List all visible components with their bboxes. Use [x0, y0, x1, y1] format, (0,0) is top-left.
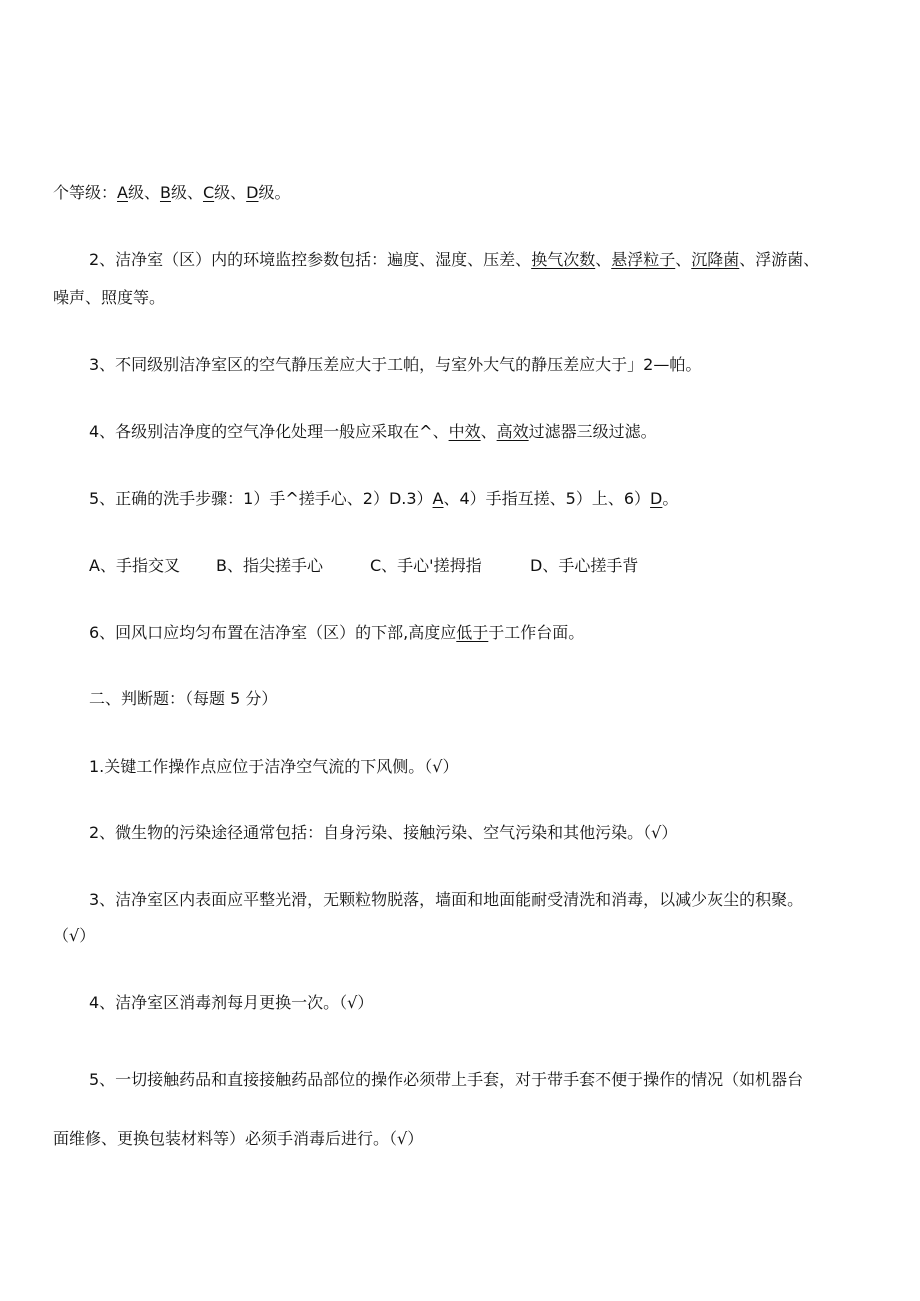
question-5	[89, 488, 678, 510]
option-c: C、手心'搓拇指	[370, 556, 482, 575]
text-segment: 、	[675, 250, 692, 269]
text-segment: 2、洁净室（区）内的环境监控参数包括：遍度、湿度、压差、	[89, 250, 532, 269]
text-segment: 过滤器三级过滤。	[528, 422, 657, 441]
answer-blank: 中效	[448, 422, 481, 441]
judgment-2: 2、微生物的污染途径通常包括：自身污染、接触污染、空气污染和其他污染。（√）	[89, 823, 678, 842]
judgment-5: 5、一切接触药品和直接接触药品部位的操作必须带上手套，对于带手套不便于操作的情况（如机器台	[89, 1070, 804, 1089]
text-segment: 5、正确的洗手步骤：1）手^搓手心、2）D.3）	[89, 489, 433, 508]
judgment-3-continued: （√）	[53, 926, 96, 945]
text-segment: 级、	[214, 183, 247, 202]
question-4	[89, 421, 657, 443]
judgment-3: 3、洁净室区内表面应平整光滑，无颗粒物脱落，墙面和地面能耐受清洗和消毒，以减少灰尘的积聚。	[89, 890, 804, 909]
text-segment: 级、	[127, 183, 160, 202]
judgment-1: 1.关键工作操作点应位于洁净空气流的下风侧。（√）	[89, 757, 459, 776]
question-2-continued: 噪声、照度等。	[53, 288, 166, 307]
question-3: 3、不同级别洁净室区的空气静压差应大于工帕，与室外大气的静压差应大于」2—帕。	[89, 355, 702, 374]
text-segment: 个等级：	[53, 183, 118, 202]
option-d: D、手心搓手背	[530, 556, 639, 575]
answer-blank: 低于	[456, 623, 489, 642]
text-segment: 4、各级别洁净度的空气净化处理一般应采取在^、	[89, 422, 449, 441]
text-segment: 、	[480, 422, 497, 441]
answer-blank: C	[202, 183, 215, 202]
answer-blank: D	[650, 489, 663, 508]
text-segment: 级、	[170, 183, 203, 202]
grade-line	[53, 182, 291, 204]
text-segment: 。	[662, 489, 679, 508]
text-segment: 、浮游菌、	[739, 250, 820, 269]
option-b: B、指尖搓手心	[216, 556, 323, 575]
judgment-4: 4、洁净室区消毒剂每月更换一次。（√）	[89, 993, 374, 1012]
text-segment: 、4）手指互搓、5）上、6）	[443, 489, 651, 508]
answer-blank: A	[432, 489, 444, 508]
judgment-5-continued: 面维修、更换包装材料等）必须手消毒后进行。（√）	[53, 1129, 424, 1148]
option-a: A、手指交叉	[89, 556, 180, 575]
answer-blank: B	[159, 183, 171, 202]
answer-blank: A	[117, 183, 128, 202]
text-segment: 级。	[258, 183, 291, 202]
answer-blank: 沉降菌	[691, 250, 740, 269]
answer-blank: D	[246, 183, 259, 202]
answer-blank: 高效	[496, 422, 529, 441]
question-2	[89, 249, 819, 271]
text-segment: 、	[595, 250, 612, 269]
section-heading: 二、判断题：（每题 5 分）	[89, 689, 278, 708]
question-6	[89, 622, 584, 644]
text-segment: 6、回风口应均匀布置在洁净室（区）的下部,高度应	[89, 623, 457, 642]
text-segment: 于工作台面。	[488, 623, 585, 642]
answer-blank: 换气次数	[531, 250, 596, 269]
answer-blank: 悬浮粒子	[611, 250, 676, 269]
